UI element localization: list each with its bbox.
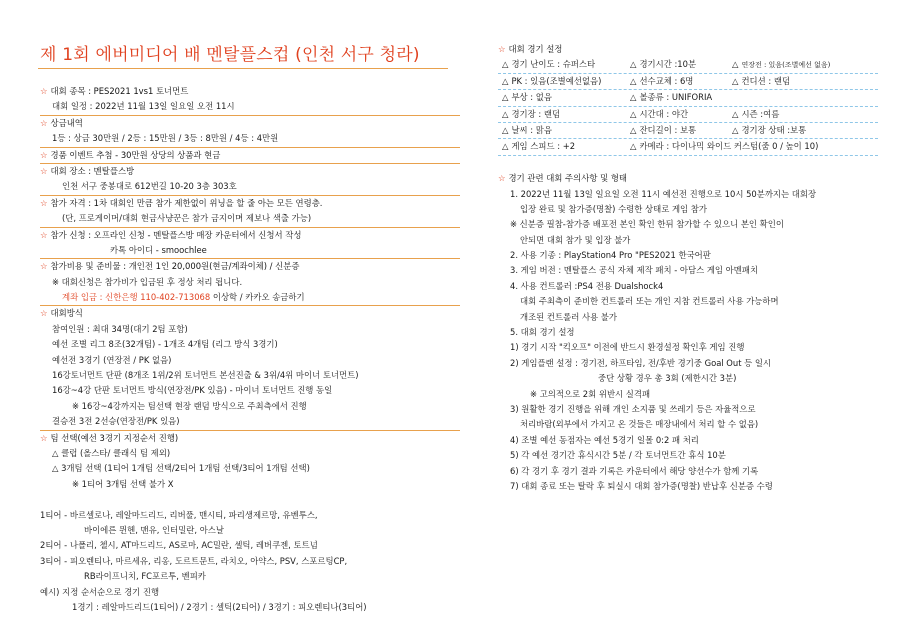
text-line xyxy=(40,523,460,538)
triangle-icon: △ xyxy=(502,141,509,152)
star-icon: ☆ xyxy=(40,432,48,443)
star-icon: ☆ xyxy=(498,44,506,54)
line-text: 팀 선택(예선 3경기 지정순서 진행) xyxy=(50,432,179,443)
section-heading xyxy=(40,228,460,243)
section-heading xyxy=(40,431,460,446)
text-line xyxy=(40,538,460,553)
settings-cell: △ 경기시간 :10분 xyxy=(630,59,697,70)
notice-line: 6) 각 경기 후 경기 결과 기록은 카운터에서 해당 양선수가 함께 기록 xyxy=(510,465,759,476)
text-line xyxy=(40,337,460,352)
text-line xyxy=(40,211,460,227)
settings-cell: △ 볼종류 : UNIFORIA xyxy=(630,92,713,103)
line-text: 참가 자격 : 1차 대회인 만큼 참가 제한없이 위닝을 할 줄 아는 모든 연령층. xyxy=(50,197,323,208)
notice-line: 4. 사용 컨트롤러 :PS4 전용 Dualshock4 xyxy=(510,280,664,291)
triangle-icon: △ xyxy=(502,59,509,70)
line-text: 1경기 : 레알마드리드(1티어) / 2경기 : 셀틱(2티어) / 3경기 : 피오렌티나(3티어) xyxy=(72,601,367,612)
triangle-icon: △ xyxy=(732,75,739,86)
notice-line: 안되면 대회 참가 및 입장 불가 xyxy=(520,234,631,245)
notice-line: 3. 게임 버전 : 멘탈플스 공식 자체 제작 패치 - 아담스 게임 아멘패치 xyxy=(510,265,759,276)
settings-cell: △ 게임 스피드 : +2 xyxy=(502,141,576,152)
text-line xyxy=(40,399,460,414)
settings-row xyxy=(498,139,878,155)
star-icon: ☆ xyxy=(40,197,48,208)
line-text: 인천 서구 중봉대로 612번길 10-20 3층 303호 xyxy=(62,181,237,192)
section-heading xyxy=(40,148,460,164)
triangle-icon: △ xyxy=(630,108,637,119)
title-divider xyxy=(38,68,448,69)
settings-cell: △ 경기장 : 랜덤 xyxy=(502,108,561,119)
text-line xyxy=(40,554,460,569)
text-line xyxy=(40,477,460,492)
notice-line: 5. 대회 경기 설정 xyxy=(510,327,575,338)
notice-line: 2. 사용 기종 : PlayStation4 Pro "PES2021 한국어판 xyxy=(510,250,711,261)
section-heading xyxy=(40,306,460,321)
line-text: 상금내역 xyxy=(50,117,83,128)
text-line xyxy=(40,414,460,430)
star-icon: ☆ xyxy=(40,165,48,176)
line-text: 1티어 - 바르셀로나, 레알마드리드, 리버풀, 맨시티, 파리생제르망, 유벤투스, xyxy=(40,509,318,520)
line-text: ※ 16강~4강까지는 팀선택 현장 랜덤 방식으로 주최측에서 진행 xyxy=(72,400,307,411)
notice-line: 개조된 컨트롤러 사용 불가 xyxy=(520,311,617,322)
text-line xyxy=(40,322,460,337)
star-icon: ☆ xyxy=(40,229,48,240)
left-column xyxy=(40,84,460,615)
notice-line: ※ 신분증 필참-참가증 배포전 본인 확인 한뒤 참가할 수 있으니 본인 확인이 xyxy=(510,219,784,230)
triangle-icon: △ xyxy=(502,124,509,135)
line-text: 참가 신청 : 오프라인 신청 - 멘탈플스방 매장 카운터에서 신청서 작성 xyxy=(50,229,302,240)
star-icon: ☆ xyxy=(40,117,48,128)
text-line xyxy=(40,99,460,115)
text-line xyxy=(40,368,460,383)
line-text: ※ 1티어 3개팀 선택 불가 X xyxy=(72,478,174,489)
line-text: 이상학 / 카카오 송금하기 xyxy=(210,292,305,303)
settings-row xyxy=(498,90,878,106)
line-text: 예시) 지정 순서순으로 경기 진행 xyxy=(40,586,160,597)
settings-table xyxy=(498,57,878,155)
settings-row xyxy=(498,57,878,73)
notice-list xyxy=(498,187,878,495)
star-icon: ☆ xyxy=(498,173,506,184)
line-text: 참가비용 및 준비물 : 개인전 1인 20,000원(현금/계좌이체) / 신분증 xyxy=(50,261,300,272)
line-text: 대회 장소 : 멘탈플스방 xyxy=(50,165,135,176)
star-icon: ☆ xyxy=(40,149,48,160)
bank-account-highlight: 계좌 입금 : 신한은행 110-402-713068 xyxy=(62,292,211,303)
triangle-icon: △ xyxy=(502,92,509,103)
settings-cell: △ PK : 있음(조별예선없음) xyxy=(502,75,602,86)
notice-line: 1) 경기 시작 "킥오프" 이전에 반드시 환경설정 확인후 게임 진행 xyxy=(510,342,745,353)
settings-cell: △ 경기 난이도 : 슈퍼스타 xyxy=(502,59,596,70)
settings-cell xyxy=(732,90,882,105)
line-text: 예선 조별 리그 8조(32개팀) - 1개조 4개팀 (리그 방식 3경기) xyxy=(52,339,278,350)
line-text: RB라이프니치, FC포르투, 벤피카 xyxy=(84,571,206,582)
text-line xyxy=(40,383,460,398)
line-text: 카톡 아이디 - smoochlee xyxy=(110,244,207,255)
line-text: 16강토너먼트 단판 (8개조 1위/2위 토너먼트 본선진출 & 3위/4위 마이너 토너먼트) xyxy=(52,370,359,381)
text-line xyxy=(40,508,460,523)
section-heading xyxy=(40,84,460,99)
line-text: 대회 종목 : PES2021 1vs1 토너먼트 xyxy=(50,86,189,96)
settings-heading: ☆ 대회 경기 설정 xyxy=(498,44,563,54)
notice-line: ※ 고의적으로 2회 위반시 실격패 xyxy=(530,388,651,399)
settings-cell: △ 컨디션 : 랜덤 xyxy=(732,75,791,86)
line-text: 바이에른 뮌헨, 맨유, 인터밀란, 아스날 xyxy=(84,524,224,535)
settings-row xyxy=(498,123,878,139)
notice-line: 2) 게임플랜 설정 : 경기전, 하프타임, 전/후반 경기중 Goal Out 등 일시 xyxy=(510,357,772,368)
text-line xyxy=(40,353,460,368)
triangle-icon: △ xyxy=(502,108,509,119)
line-text: (단, 프로게이머/대회 현금사냥꾼은 참가 금지이며 제보나 색출 가능) xyxy=(62,213,312,224)
line-text: △ 클럽 (올스타/ 클래식 팀 제외) xyxy=(52,447,171,458)
text-line xyxy=(40,585,460,600)
settings-cell: △ 잔디길이 : 보통 xyxy=(630,124,697,135)
triangle-icon: △ xyxy=(732,108,739,119)
notice-line: 처리바람(외부에서 가지고 온 것들은 매장내에서 처리 할 수 없음) xyxy=(520,419,759,430)
line-text: ※ 대회신청은 참가비가 입금된 후 정상 처리 됩니다. xyxy=(52,276,243,287)
line-text: 3티어 - 피오렌티나, 마르세유, 리옹, 도르트문트, 라치오, 아약스, PSV, 스포르팅CP, xyxy=(40,555,348,566)
settings-cell: △ 시즌 :여름 xyxy=(732,108,780,119)
triangle-icon: △ xyxy=(732,124,739,135)
triangle-icon: △ xyxy=(630,75,637,86)
text-line xyxy=(40,131,460,147)
text-line xyxy=(40,600,460,615)
line-text: △ 3개팀 선택 (1티어 1개팀 선택/2티어 1개팀 선택/3티어 1개팀 선택) xyxy=(52,463,310,474)
text-line xyxy=(40,446,460,461)
notice-line: 1. 2022년 11월 13일 일요일 오전 11시 예선전 진행으로 10시 50분까지는 대회장 xyxy=(510,188,817,199)
star-icon: ☆ xyxy=(40,86,48,96)
settings-cell: △ 카메라 : 다이나믹 와이드 커스텀(줌 0 / 높이 10) xyxy=(630,141,819,152)
triangle-icon: △ xyxy=(630,59,637,70)
right-column xyxy=(498,42,878,494)
line-text: 2티어 - 나폴리, 첼시, AT마드리드, AS로마, AC밀란, 셀틱, 레버쿠젠, 토트넘 xyxy=(40,540,318,551)
settings-cell: △ 선수교체 : 6명 xyxy=(630,75,694,86)
settings-cell: △ 연장전 : 있음(조별예선 없음) xyxy=(732,59,831,70)
section-heading xyxy=(40,196,460,211)
settings-cell xyxy=(732,139,882,154)
section-heading xyxy=(40,116,460,131)
line-text: 결승전 3전 2선승(연장전/PK 있음) xyxy=(52,416,180,427)
notice-line: 중단 상황 경우 총 3회 (제한시간 3분) xyxy=(598,373,737,384)
text-line xyxy=(40,275,460,290)
settings-cell: △ 날씨 : 맑음 xyxy=(502,124,552,135)
notice-line: 4) 조별 예선 동점자는 예선 5경기 일몰 0:2 패 처리 xyxy=(510,434,699,445)
notice-heading: ☆ 경기 관련 대회 주의사항 및 형태 xyxy=(498,173,627,184)
settings-row xyxy=(498,107,878,123)
line-text: 참여인원 : 최대 34명(대기 2팀 포함) xyxy=(52,323,188,334)
text-line xyxy=(40,461,460,476)
triangle-icon: △ xyxy=(502,75,509,86)
settings-row xyxy=(498,74,878,90)
page-title: 제 1회 에버미디어 배 멘탈플스컵 (인천 서구 청라) xyxy=(40,45,420,65)
notice-line: 7) 대회 종료 또는 탈락 후 퇴실시 대회 참가증(명찰) 반납후 신분증 수령 xyxy=(510,480,773,491)
triangle-icon: △ xyxy=(630,141,637,152)
star-icon: ☆ xyxy=(40,261,48,272)
line-text: 대회 일정 : 2022년 11월 13일 일요일 오전 11시 xyxy=(52,101,235,112)
spacer xyxy=(40,492,460,507)
section-heading xyxy=(40,164,460,179)
section-heading xyxy=(40,259,460,274)
line-text: 1등 : 상금 30만원 / 2등 : 15만원 / 3등 : 8만원 / 4등 : 4만원 xyxy=(52,133,279,144)
triangle-icon: △ xyxy=(630,92,637,103)
triangle-icon: △ xyxy=(630,124,637,135)
notice-line: 대회 주최측이 준비한 컨트롤러 또는 개인 지참 컨트롤러 사용 가능하며 xyxy=(520,296,779,307)
settings-cell: △ 부상 : 없음 xyxy=(502,92,552,103)
text-line xyxy=(40,179,460,195)
text-line xyxy=(40,569,460,584)
line-text: 경품 이벤트 추첨 - 30만원 상당의 상품과 현금 xyxy=(50,149,221,160)
notice-line: 입장 완료 및 참가증(명찰) 수령한 상태로 게임 참가 xyxy=(520,203,707,214)
settings-cell: △ 시간대 : 야간 xyxy=(630,108,689,119)
star-icon: ☆ xyxy=(40,308,48,319)
line-text: 16강~4강 단판 토너먼트 방식(연장전/PK 있음) - 마이너 토너먼트 진행 동일 xyxy=(52,385,333,396)
triangle-icon: △ xyxy=(732,59,739,70)
line-text: 예선전 3경기 (연장전 / PK 없음) xyxy=(52,354,172,365)
text-line xyxy=(40,243,460,259)
settings-cell: △ 경기장 상태 :보통 xyxy=(732,124,807,135)
notice-line: 5) 각 예선 경기간 휴식시간 5분 / 각 토너먼트간 휴식 10분 xyxy=(510,450,726,461)
notice-line: 3) 원활한 경기 진행을 위해 개인 소지품 및 쓰레기 등은 자율적으로 xyxy=(510,403,756,414)
bank-account-line xyxy=(40,290,460,306)
line-text: 대회방식 xyxy=(50,308,83,319)
